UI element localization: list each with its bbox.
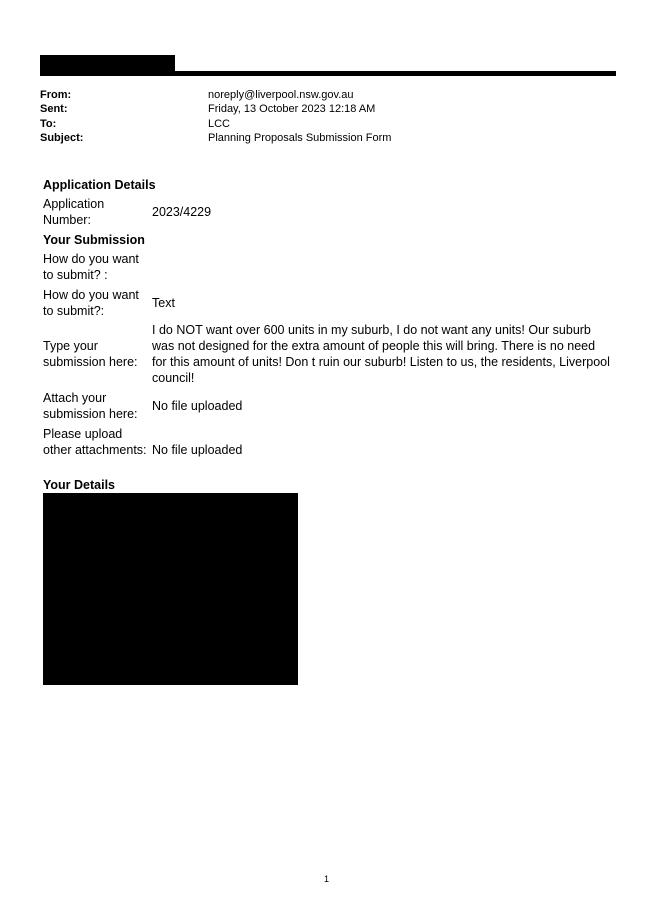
to-label: To: <box>40 118 57 130</box>
type-submission-value: I do NOT want over 600 units in my suburb, I do not want any units! Our suburb was not designed for the extra amount of people this will bring. There is no need for this amount of units! Don t ruin our suburb! Listen to us, the residents, Liverpool council! <box>152 323 610 385</box>
other-attachments-value: No file uploaded <box>152 443 243 457</box>
subject-value: Planning Proposals Submission Form <box>208 132 392 144</box>
attach-submission-label: Attach your submission here: <box>43 391 138 421</box>
how-submit-label-2: How do you want to submit?: <box>43 288 139 318</box>
from-value: noreply@liverpool.nsw.gov.au <box>208 89 354 101</box>
your-submission-heading: Your Submission <box>43 233 145 247</box>
header-rule <box>40 71 616 76</box>
how-submit-label-1: How do you want to submit? : <box>43 252 139 282</box>
other-attachments-label: Please upload other attachments: <box>43 427 147 457</box>
sent-label: Sent: <box>40 103 68 115</box>
application-number-value: 2023/4229 <box>152 205 212 219</box>
type-submission-label: Type your submission here: <box>43 339 138 369</box>
how-submit-value-2: Text <box>152 296 175 310</box>
to-value: LCC <box>208 118 231 130</box>
from-label: From: <box>40 89 72 101</box>
subject-label: Subject: <box>40 132 84 144</box>
application-details-heading: Application Details <box>43 178 156 192</box>
page-number: 1 <box>323 874 329 884</box>
redaction-block-details <box>43 493 298 685</box>
your-details-heading: Your Details <box>43 478 116 492</box>
sent-value: Friday, 13 October 2023 12:18 AM <box>208 103 376 115</box>
application-number-label: Application Number: <box>43 197 105 227</box>
attach-submission-value: No file uploaded <box>152 399 243 413</box>
